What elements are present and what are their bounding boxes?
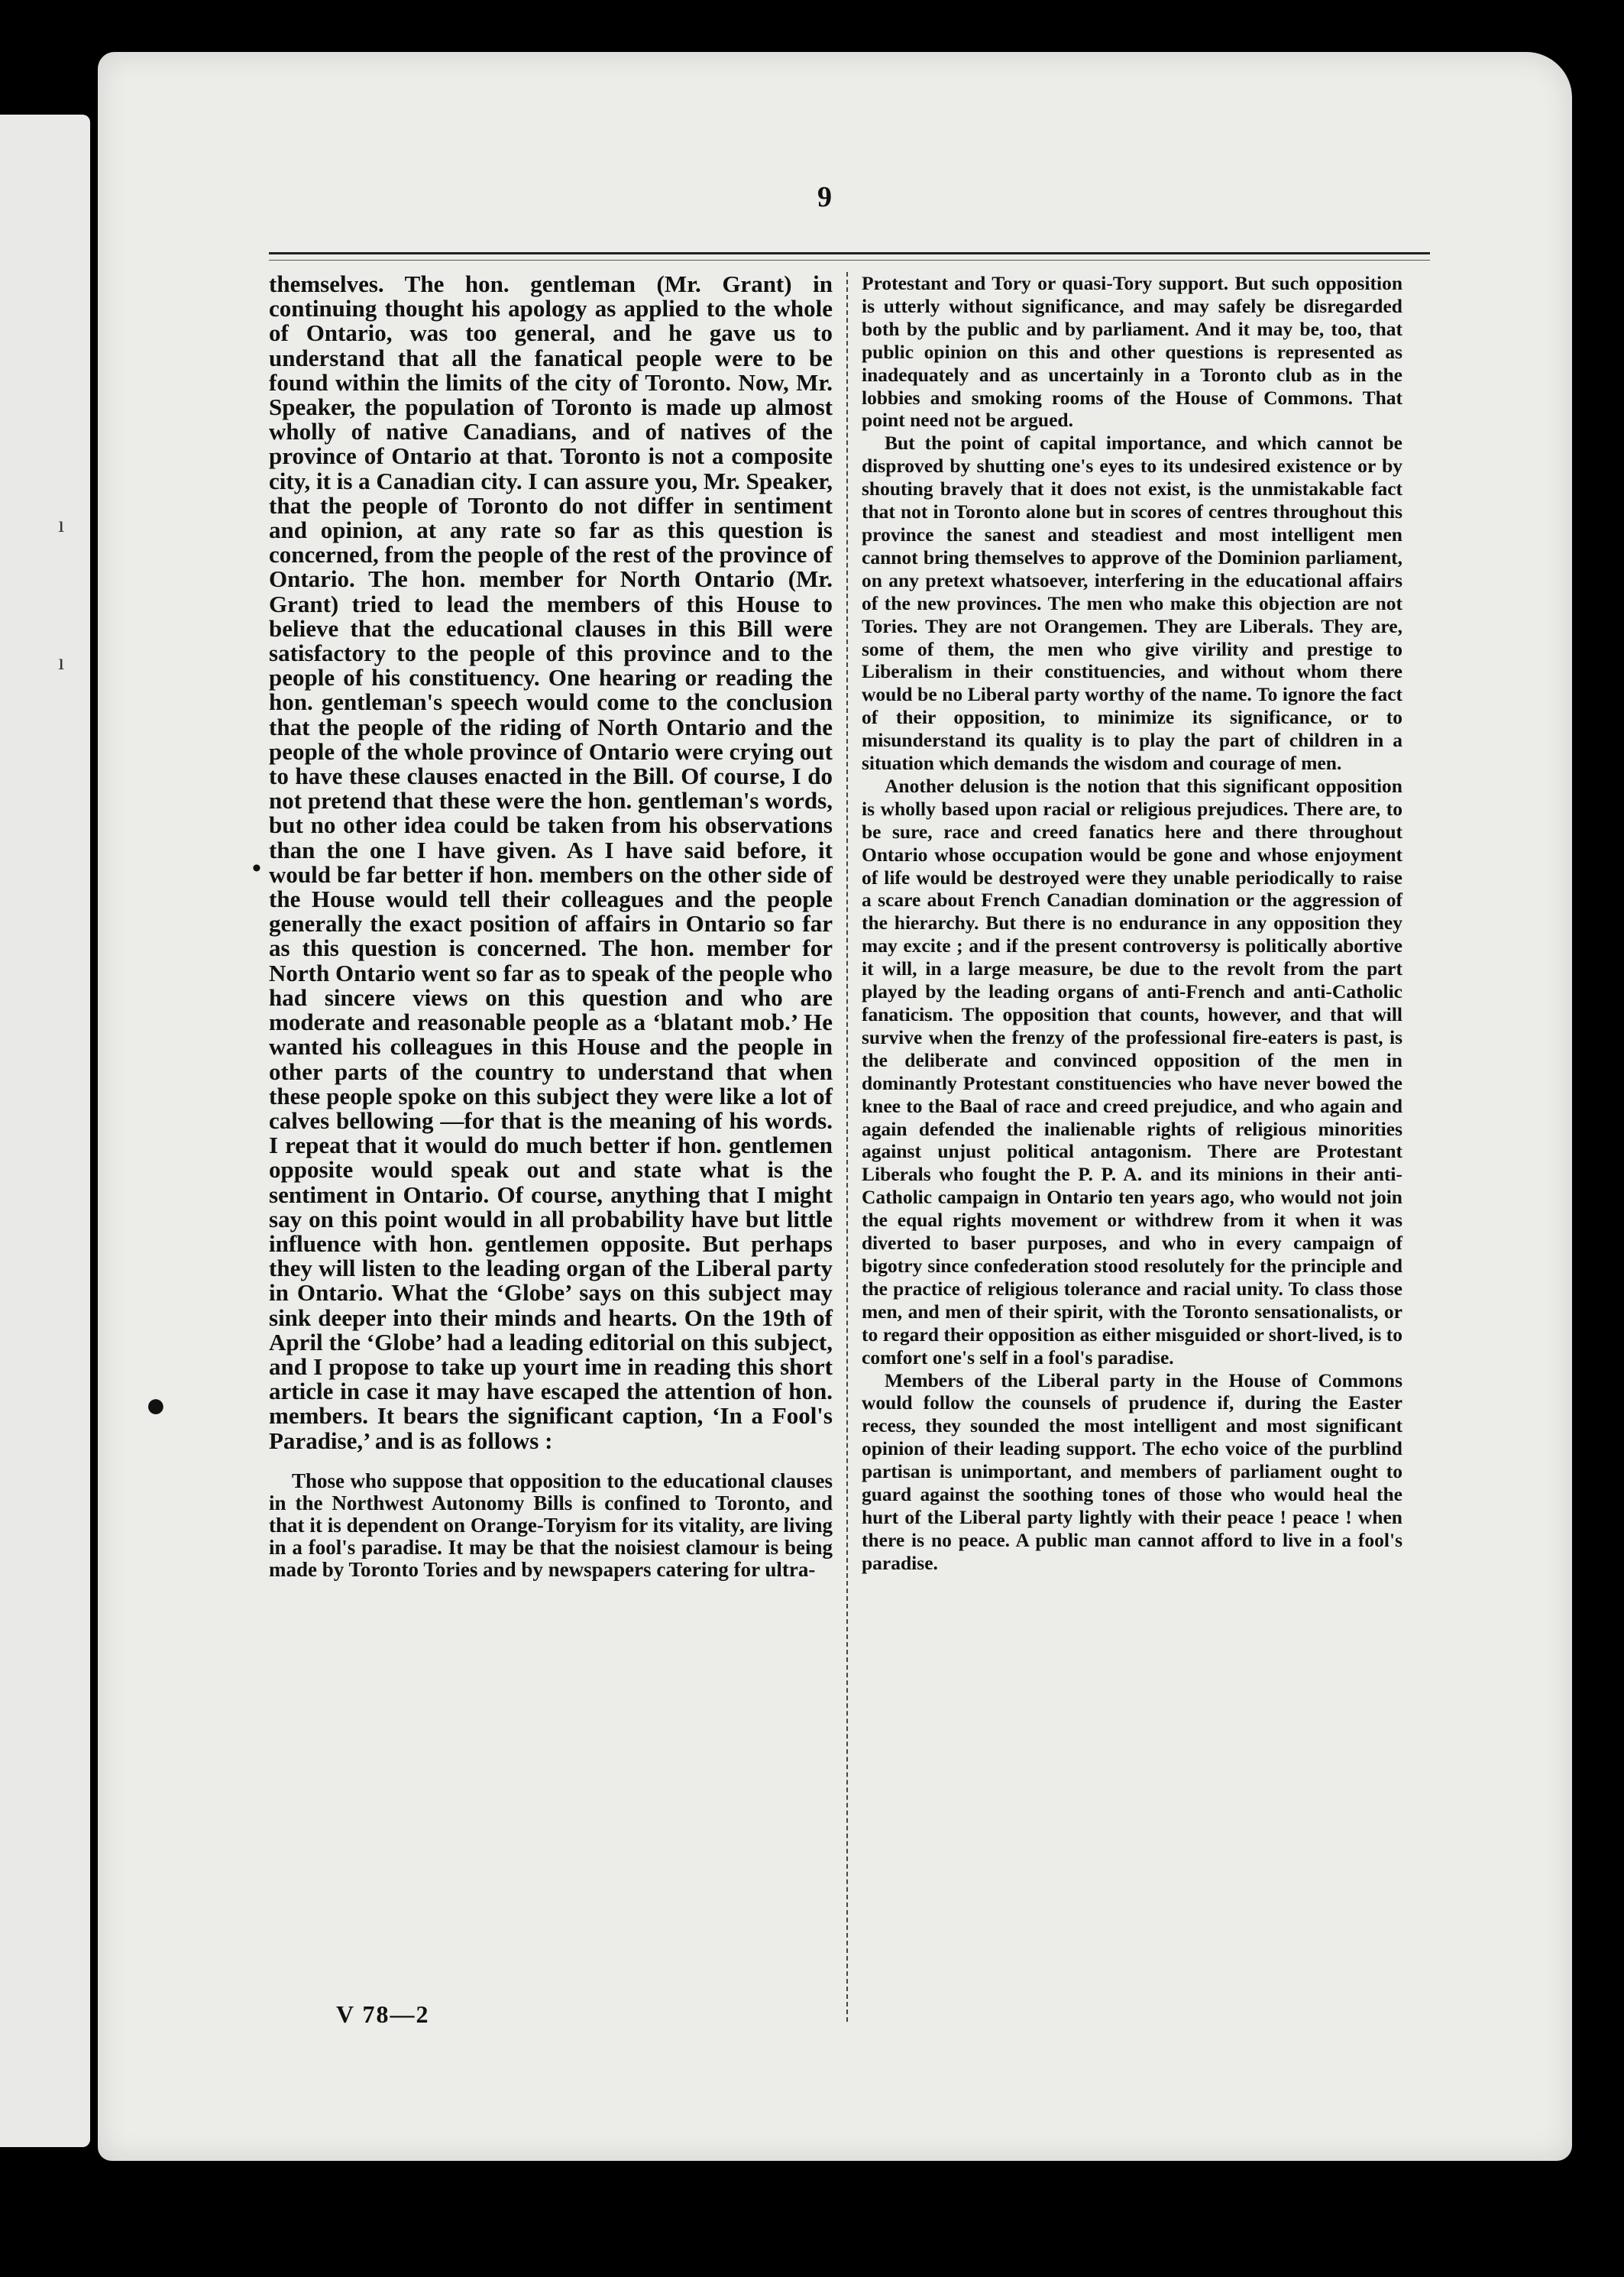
left-column xyxy=(269,272,833,1581)
margin-mark: ı xyxy=(58,512,65,537)
right-column xyxy=(862,272,1402,1575)
editorial-paragraph: Members of the Liberal party in the House of Commons would follow the counsels of prudence if, during the Easter recess, they sounded the most intelligent and most significant opinion of their leading support. The echo voice of the purblind partisan is unimportant, and members of parliament ought to guard against the soothing tones of those who would heal the hurt of the Liberal party lightly with their peace ! peace ! when there is no peace. A public man cannot afford to live in a fool's paradise. xyxy=(862,1368,1402,1574)
quoted-editorial xyxy=(269,1470,833,1581)
margin-mark: ı xyxy=(58,649,65,675)
margin-blot: ● xyxy=(145,1385,167,1424)
column-divider xyxy=(846,272,848,2022)
editorial-paragraph: But the point of capital importance, and which cannot be disproved by shutting one's eyes to its undesired existence or by shouting bravely that it does not exist, is the unmistakable fact that not in Toronto alone but in scores of centres throughout this province the sanest and steadiest and most intelligent men cannot bring themselves to approve of the Dominion parliament, on any pretext whatsoever, interfering in the educational affairs of the new provinces. The men who make this objection are not Tories. They are not Orangemen. They are Liberals. They are, some of them, the men who give virility and prestige to Liberalism in their constituencies, and without whom there would be no Liberal party worthy of the name. To ignore the fact of their opposition, to minimize its significance, or to misunderstand its quality is to play the part of children in a situation which demands the wisdom and courage of men. xyxy=(862,432,1402,775)
margin-dot: • xyxy=(252,854,261,883)
quote-paragraph: Those who suppose that opposition to the educational clauses in the Northwest Autonomy Bills is confined to Toronto, and that it is dependent on Orange-Toryism for its vitality, are living in a fool's paradise. It may be that the noisiest clamour is being made by Toronto Tories and by newspapers catering for ultra- xyxy=(269,1469,833,1581)
editorial-paragraph: Another delusion is the notion that this significant opposition is wholly based upon racial or religious prejudices. There are, to be sure, race and creed fanatics here and there throughout Ontario whose occupation would be gone and whose enjoyment of life would be destroyed were they unable periodically to raise a scare about French Canadian domination or the aggression of the hierarchy. But there is no endurance in any opposition they may excite ; and if the present controversy is politically abortive it will, in a large measure, be due to the revolt from the part played by the leading organs of anti-French and anti-Catholic fanaticism. The opposition that counts, however, and that will survive when the frenzy of the professional fire-eaters is past, is the deliberate and convinced opposition of the men in dominantly Protestant constituencies who have never bowed the knee to the Baal of race and creed prejudice, and who again and again defended the inalienable rights of religious minorities against unjust political antagonism. There are Protestant Liberals who fought the P. P. A. and its minions in their anti-Catholic campaign in Ontario ten years ago, who would not join the equal rights movement or withdrew from it when it was diverted to baser purposes, and who in every campaign of bigotry since confederation stood resolutely for the principle and the practice of religious tolerance and racial unity. To class those men, and men of their spirit, with the Toronto sensationalists, or to regard their opposition as either misguided or short-lived, is to comfort one's self in a fool's paradise. xyxy=(862,774,1402,1368)
printer-signature-mark: V 78—2 xyxy=(336,2000,430,2028)
page-number: 9 xyxy=(817,181,832,213)
speech-text: themselves. The hon. gentleman (Mr. Grant) in continuing thought his apology as applied to the whole of Ontario, was too general, and he gave us to understand that all the fanatical people were to be found within the limits of the city of Toronto. Now, Mr. Speaker, the population of Toronto is made up almost wholly of native Canadians, and of natives of the province of Ontario at that. Toronto is not a composite city, it is a Canadian city. I can assure you, Mr. Speaker, that the people of Toronto do not differ in sentiment and opinion, at any rate so far as this question is concerned, from the people of the rest of the province of Ontario. The hon. member for North Ontario (Mr. Grant) tried to lead the members of this House to believe that the educational clauses in this Bill were satisfactory to the people of this province and to the people of his constituency. One hearing or reading the hon. gentleman's speech would come to the conclusion that the people of the riding of North Ontario and the people of the whole province of Ontario were crying out to have these clauses enacted in the Bill. Of course, I do not pretend that these were the hon. gentleman's words, but no other idea could be taken from his observations than the one I have given. As I have said before, it would be far better if hon. members on the other side of the House would tell their colleagues and the people generally the exact position of affairs in Ontario so far as this question is concerned. The hon. member for North Ontario went so far as to speak of the people who had sincere views on this question and who are moderate and reasonable people as a ‘blatant mob.’ He wanted his colleagues in this House and the people in other parts of the country to understand that when these people spoke on this subject they were like a lot of calves bellowing —for that is the meaning of his words. I repeat that it would do much better if hon. gentlemen opposite would speak out and state what is the sentiment in Ontario. Of course, anything that I might say on this point would in all probability have but little influence with hon. gentlemen opposite. But perhaps they will listen to the leading organ of the Liberal party in Ontario. What the ‘Globe’ says on this subject may sink deeper into their minds and hearts. On the 19th of April the ‘Globe’ had a leading editorial on this subject, and I propose to take up yourt ime in reading this short article in case it may have escaped the attention of hon. members. It bears the significant caption, ‘In a Fool's Paradise,’ and is as follows : xyxy=(269,270,833,1454)
header-rule-thin xyxy=(269,260,1430,261)
header-rule xyxy=(269,252,1430,254)
previous-page-edge xyxy=(0,115,90,2147)
editorial-paragraph: Protestant and Tory or quasi-Tory support. But such opposition is utterly without significance, and may safely be disregarded both by the public and by parliament. And it may be, too, that public opinion on this and other questions is represented as inadequately and as uncertainly in a Toronto club as in the lobbies and smoking rooms of the House of Commons. That point need not be argued. xyxy=(862,272,1402,432)
